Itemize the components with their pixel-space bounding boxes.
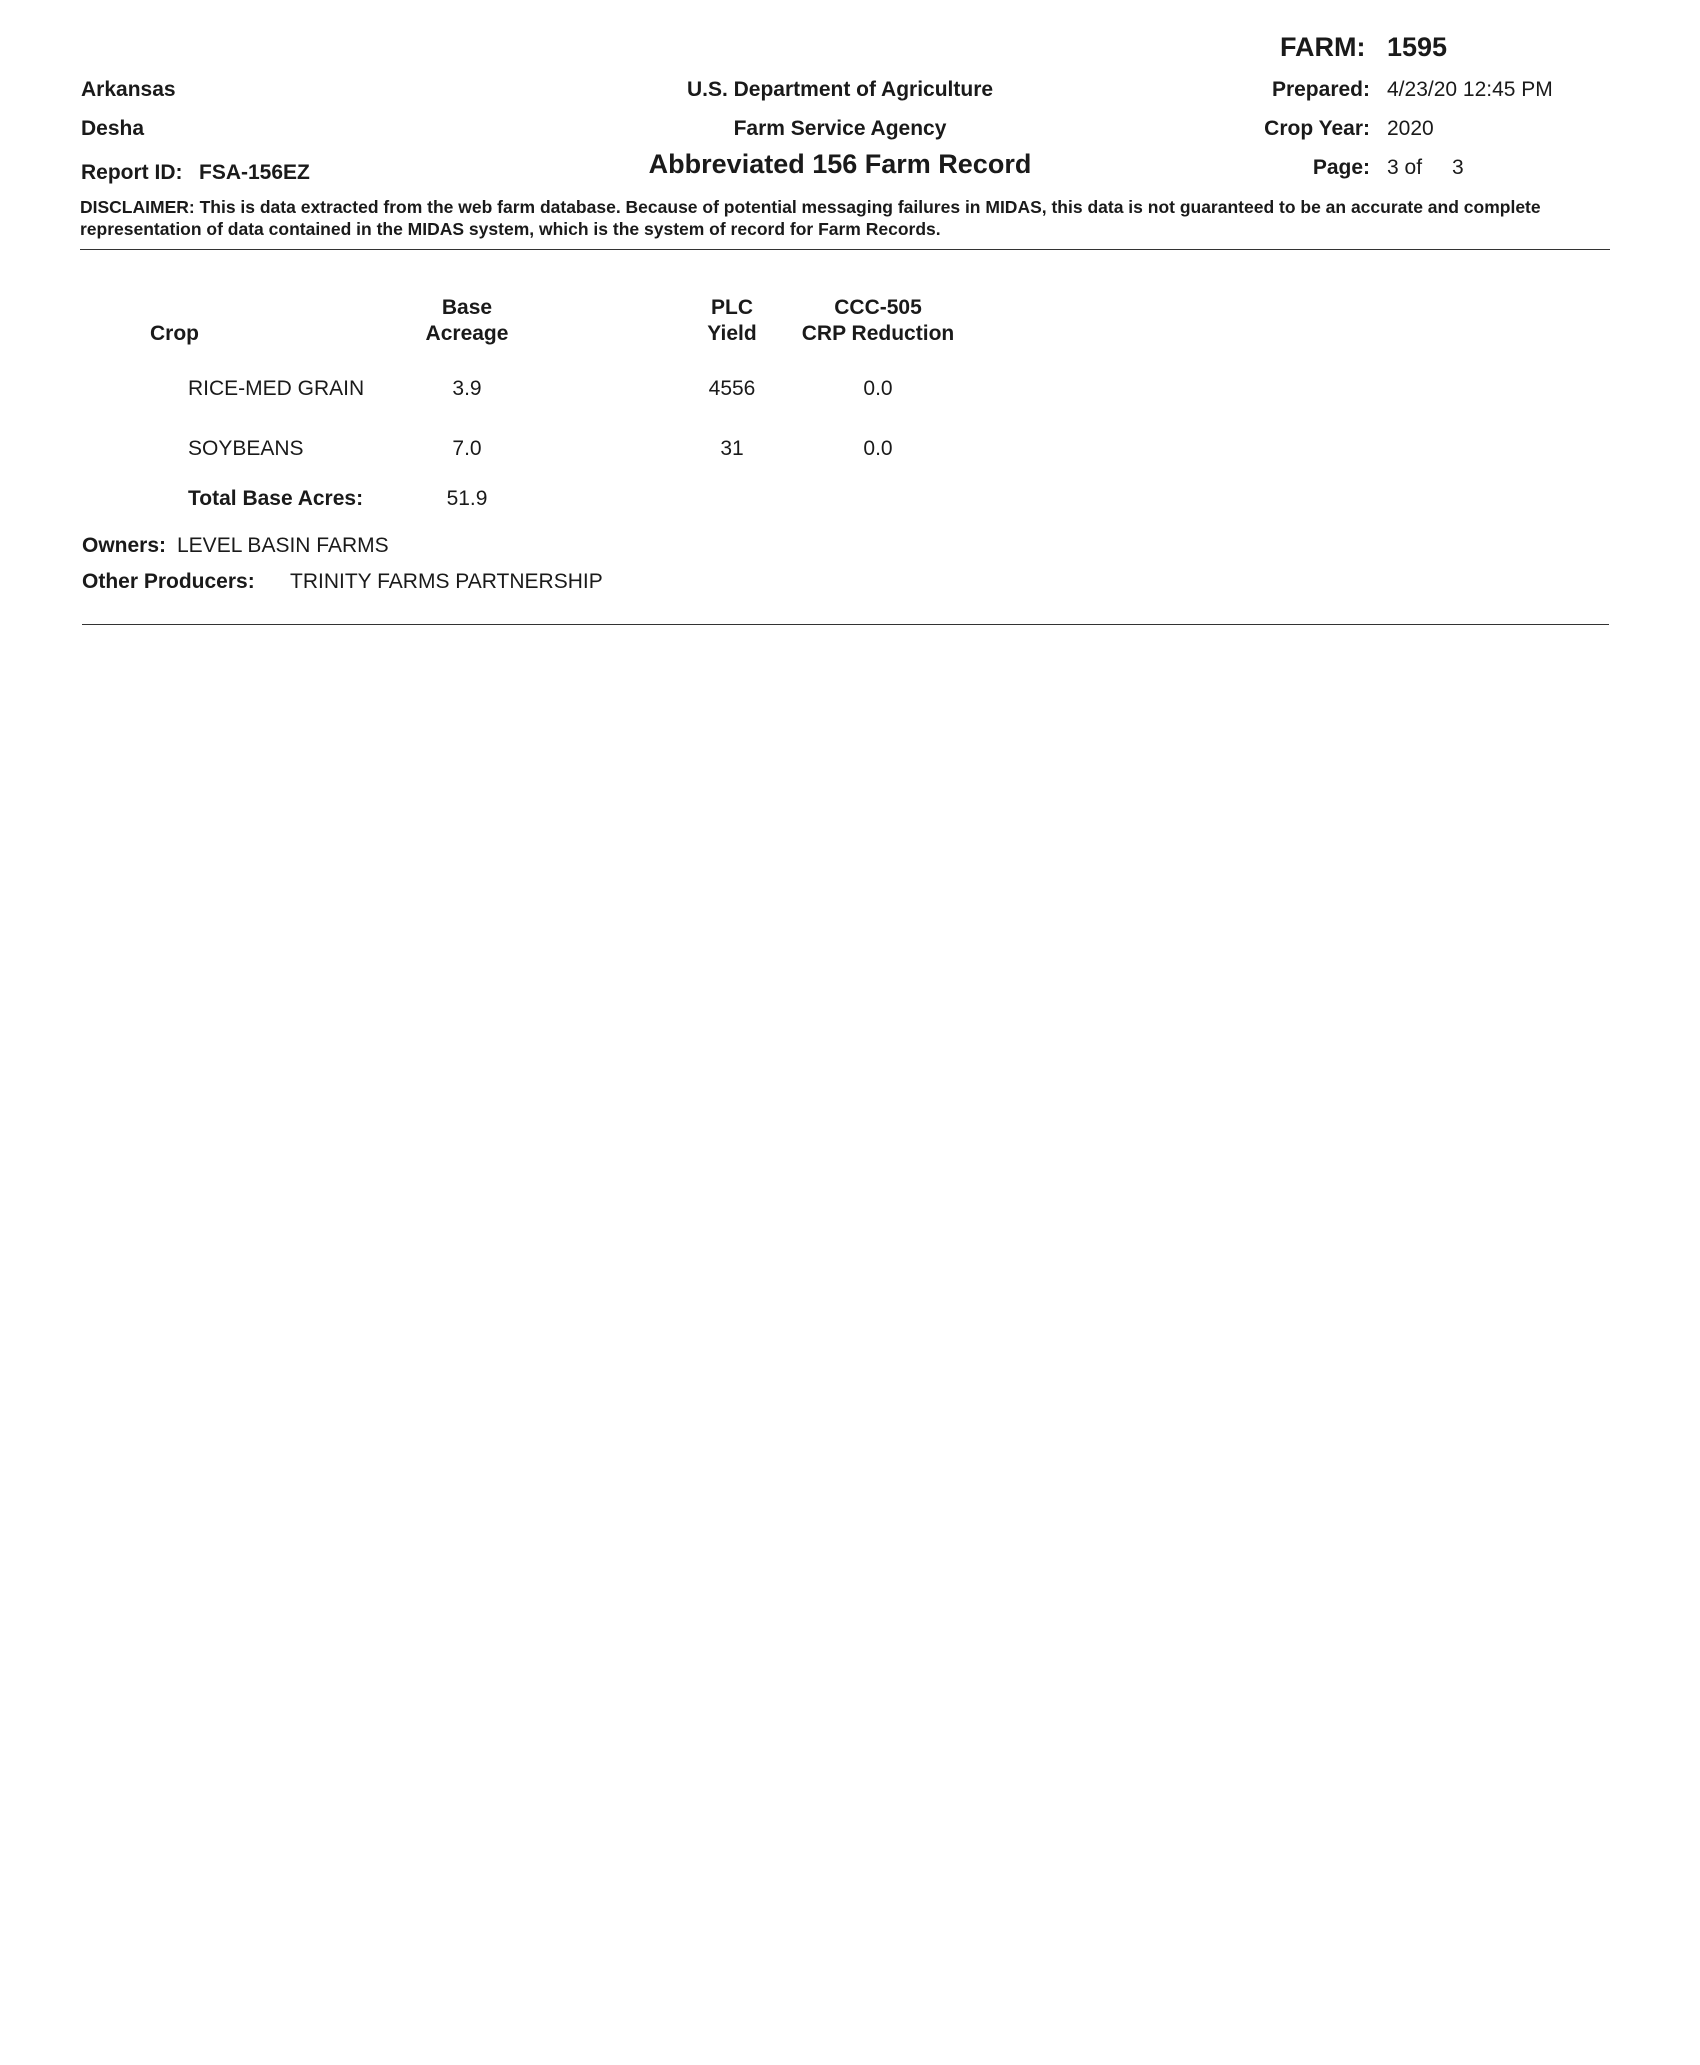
agency-name: Farm Service Agency bbox=[733, 117, 947, 140]
farm-number: 1595 bbox=[1387, 32, 1448, 62]
col-header-crop: Crop bbox=[150, 322, 199, 345]
row-2-plc-yield: 31 bbox=[720, 437, 744, 460]
page-total: 3 bbox=[1452, 156, 1464, 179]
owners-label: Owners: bbox=[82, 534, 167, 557]
other-producers-label: Other Producers: bbox=[82, 570, 255, 593]
report-id-value: FSA-156EZ bbox=[199, 161, 310, 184]
row-2-crop: SOYBEANS bbox=[188, 437, 304, 460]
row-2-crp-reduction: 0.0 bbox=[863, 437, 893, 460]
total-base-acres-label: Total Base Acres: bbox=[188, 487, 364, 510]
prepared-value: 4/23/20 12:45 PM bbox=[1387, 78, 1553, 101]
row-1-plc-yield: 4556 bbox=[708, 377, 756, 400]
report-id-label: Report ID: bbox=[81, 161, 183, 184]
crop-year-label: Crop Year: bbox=[1264, 117, 1370, 140]
row-1-crp-reduction: 0.0 bbox=[863, 377, 893, 400]
total-base-acres-value: 51.9 bbox=[446, 487, 488, 510]
crop-year-value: 2020 bbox=[1387, 117, 1434, 140]
farm-label: FARM: bbox=[1280, 32, 1366, 62]
footer-divider bbox=[82, 624, 1609, 625]
col-header-base-line2: Acreage bbox=[425, 322, 509, 345]
col-header-ccc-line2: CRP Reduction bbox=[801, 322, 955, 345]
county-name: Desha bbox=[81, 117, 145, 140]
col-header-base-line1: Base bbox=[441, 296, 493, 319]
state-name: Arkansas bbox=[81, 78, 176, 101]
page-label: Page: bbox=[1312, 156, 1370, 179]
col-header-ccc-line1: CCC-505 bbox=[834, 296, 922, 319]
disclaimer-text: DISCLAIMER: This is data extracted from the web farm database. Because of potential messaging failures in MIDAS, this data is not guaranteed to be an accurate and complete representation of data contained in the MIDAS system, which is the system of record for Farm Records. bbox=[80, 197, 1541, 239]
row-1-crop: RICE-MED GRAIN bbox=[188, 377, 365, 400]
col-header-plc-line2: Yield bbox=[707, 322, 757, 345]
row-1-base-acreage: 3.9 bbox=[452, 377, 482, 400]
header-divider bbox=[80, 249, 1610, 250]
page-title: Abbreviated 156 Farm Record bbox=[648, 149, 1032, 179]
other-producers-value: TRINITY FARMS PARTNERSHIP bbox=[290, 570, 603, 593]
prepared-label: Prepared: bbox=[1271, 78, 1370, 101]
col-header-plc-line1: PLC bbox=[711, 296, 753, 319]
row-2-base-acreage: 7.0 bbox=[452, 437, 482, 460]
department-name: U.S. Department of Agriculture bbox=[686, 78, 994, 101]
page-current: 3 of bbox=[1387, 156, 1423, 179]
owners-value: LEVEL BASIN FARMS bbox=[177, 534, 389, 557]
